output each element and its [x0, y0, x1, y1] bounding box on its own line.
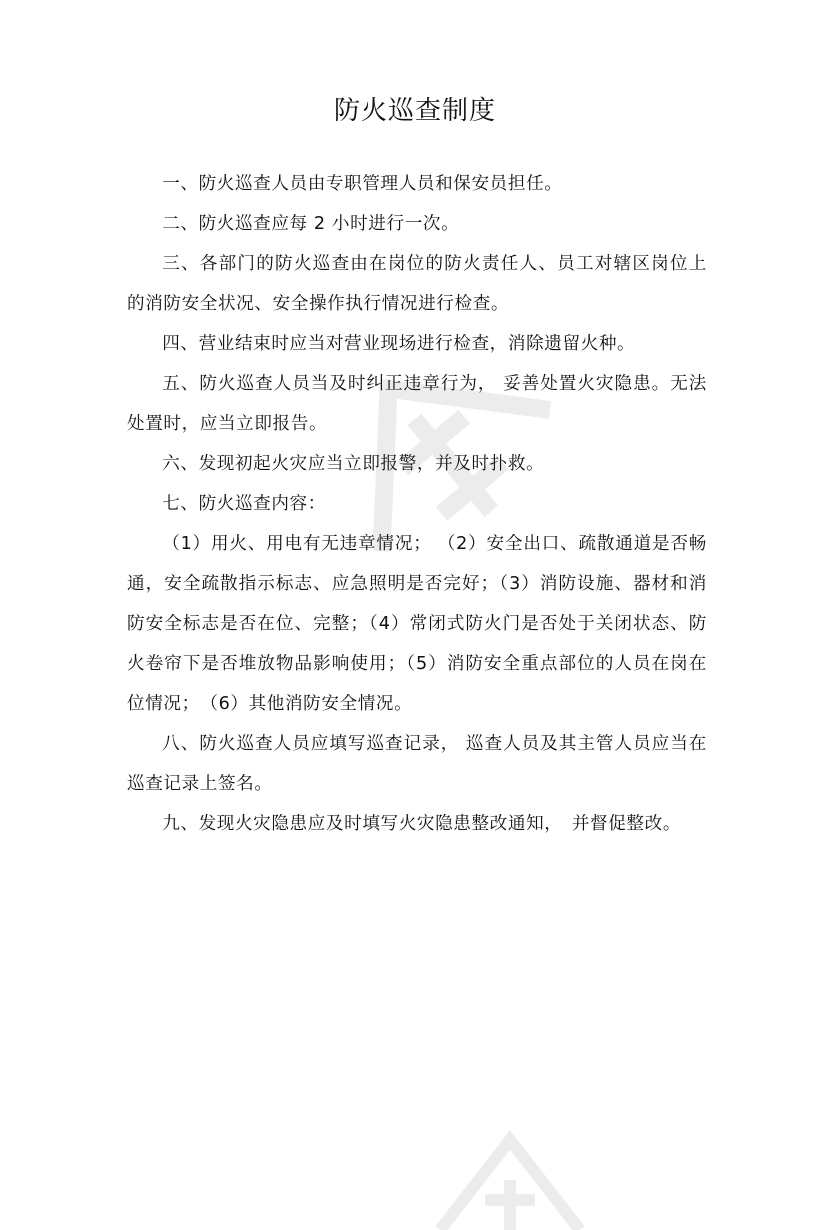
paragraph-6: 六、发现初起火灾应当立即报警，并及时扑救。 [162, 454, 545, 474]
paragraph-7-contents: （1）用火、用电有无违章情况； （2）安全出口、疏散通道是否畅通，安全疏散指示标志、应急照明是否完好；（3）消防设施、器材和消防安全标志是否在位、完整；（4）常闭式防火门是否处于关闭状态、防火卷帘下是否堆放物品影响使用；（5）消防安全重点部位的人员在岗在位情况； （6）其他消防安全情况。 [127, 534, 707, 714]
paragraph-1: 一、防火巡查人员由专职管理人员和保安员担任。 [162, 174, 563, 194]
paragraph-4: 四、营业结束时应当对营业现场进行检查，消除遗留火种。 [162, 334, 636, 354]
paragraph-5: 五、防火巡查人员当及时纠正违章行为， 妥善处置火灾隐患。无法处置时，应当立即报告。 [127, 374, 707, 434]
paragraph-3: 三、各部门的防火巡查由在岗位的防火责任人、员工对辖区岗位上的消防安全状况、安全操作执行情况进行检查。 [127, 254, 707, 314]
paragraph-7: 七、防火巡查内容： [162, 494, 326, 514]
watermark-logo-icon [420, 1110, 600, 1230]
paragraph-2: 二、防火巡查应每 2 小时进行一次。 [162, 214, 460, 234]
paragraph-9: 九、发现火灾隐患应及时填写火灾隐患整改通知， 并督促整改。 [162, 814, 682, 834]
paragraph-8: 八、防火巡查人员应填写巡查记录， 巡查人员及其主管人员应当在巡查记录上签名。 [127, 734, 707, 794]
document-body [127, 164, 707, 844]
document-title: 防火巡查制度 [333, 96, 496, 126]
